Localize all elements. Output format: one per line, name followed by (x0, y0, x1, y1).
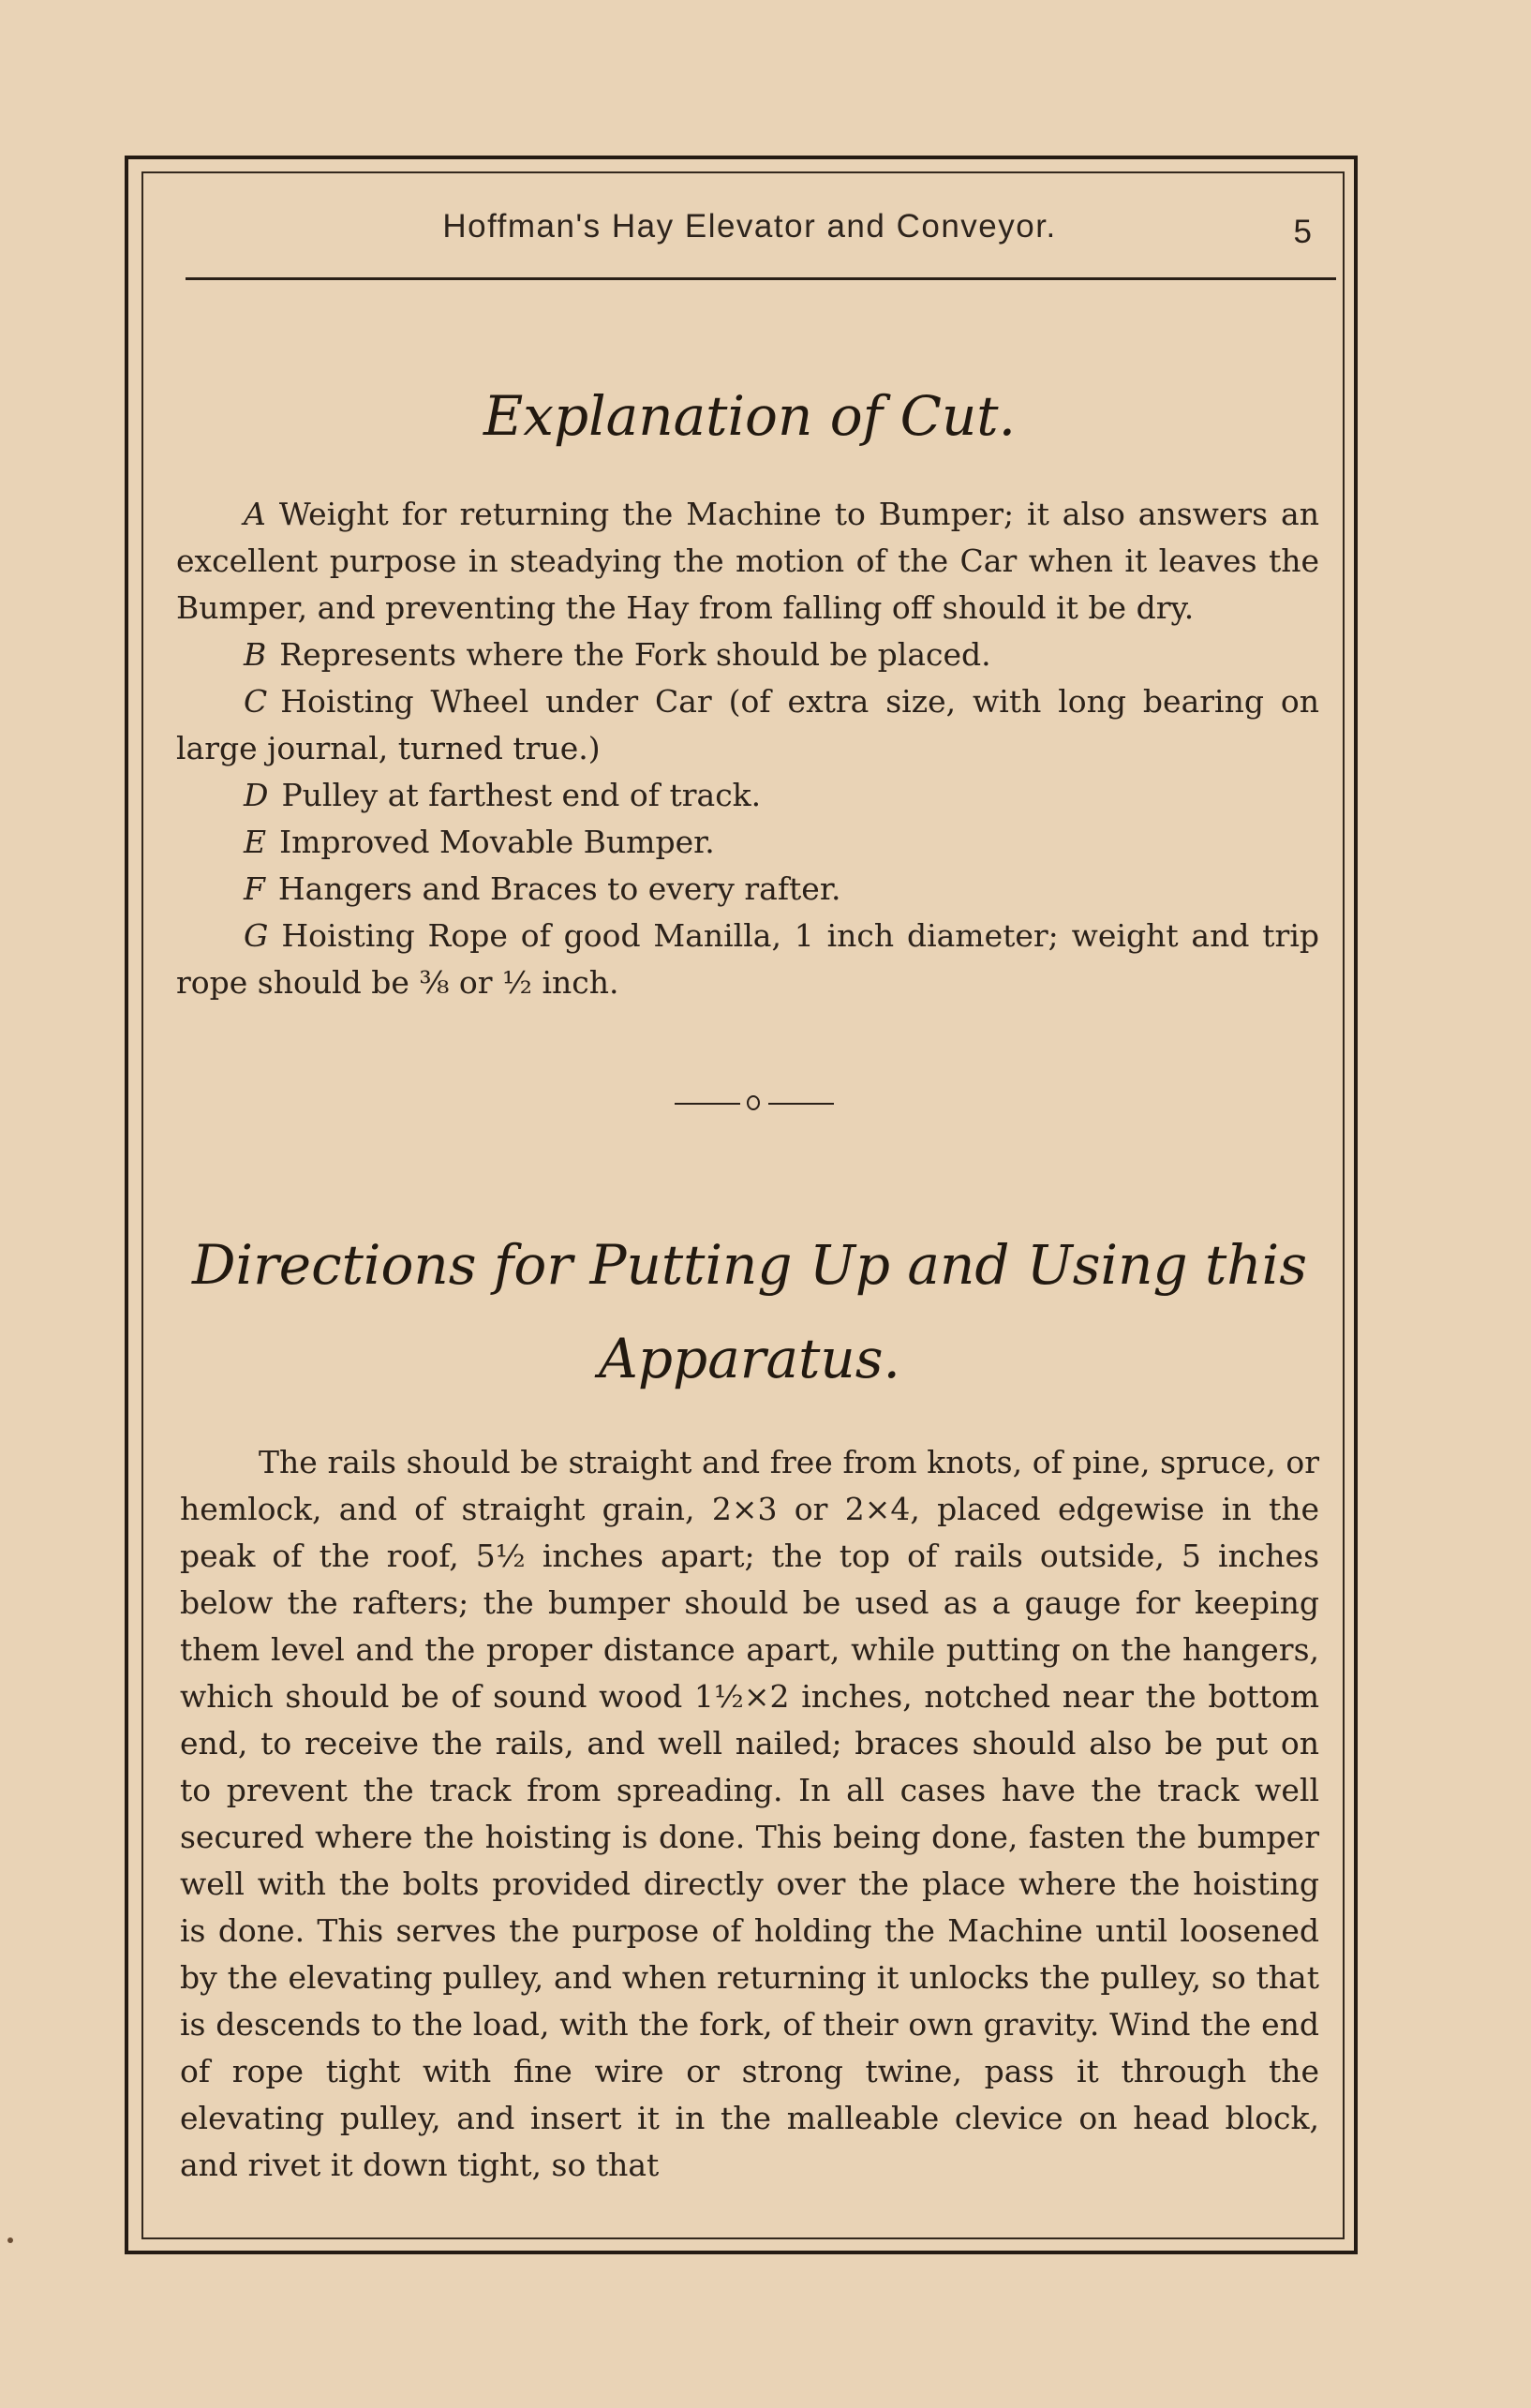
explanation-item-g (176, 913, 1319, 1006)
paper-speck (7, 2237, 13, 2243)
item-letter: F (244, 870, 265, 907)
item-letter: C (244, 683, 268, 720)
header-rule (186, 277, 1336, 280)
item-text: Weight for returning the Machine to Bumper; it also answers an excellent purpose in steadying the motion of the Car when it leaves the Bumper, and preventing the Hay from falling off should it be dry. (176, 496, 1319, 626)
section-heading-directions: Directions for Putting Up and Using this Apparatus. (192, 1233, 1307, 1390)
divider-rule-left (675, 1103, 740, 1105)
page-number: 5 (1293, 214, 1312, 250)
section-heading-explanation: Explanation of Cut. (483, 384, 1017, 448)
item-letter: D (244, 777, 269, 813)
explanation-item-a (176, 491, 1319, 632)
running-title: Hoffman's Hay Elevator and Conveyor. (442, 208, 1057, 245)
item-letter: E (244, 824, 267, 860)
item-text: Pulley at farthest end of track. (281, 777, 762, 813)
running-head (169, 208, 1330, 255)
item-text: Represents where the Fork should be placed. (279, 636, 991, 673)
explanation-item-d (176, 772, 1319, 819)
item-text: Hoisting Wheel under Car (of extra size, with long bearing on large journal, turned true.) (176, 683, 1319, 766)
item-text: Improved Movable Bumper. (279, 824, 715, 860)
item-text: Hoisting Rope of good Manilla, 1 inch diameter; weight and trip rope should be ⅜ or ½ inch. (176, 917, 1319, 1001)
explanation-item-f (176, 866, 1319, 913)
explanation-item-e (176, 819, 1319, 866)
item-letter: A (244, 496, 266, 532)
explanation-item-b (176, 632, 1319, 678)
item-letter: G (244, 917, 269, 954)
directions-body: The rails should be straight and free from knots, of pine, spruce, or hemlock, and of straight grain, 2×3 or 2×4, placed edgewise in the peak of the roof, 5½ inches apart; the top of rails outside, 5 inches below the rafters; the bumper should be used as a gauge for keeping them level and the proper distance apart, while putting on the hangers, which should be of sound wood 1½×2 inches, notched near the bottom end, to receive the rails, and well nailed; braces should also be put on to prevent the track from spreading. In all cases have the track well secured where the hoisting is done. This being done, fasten the bumper well with the bolts provided directly over the place where the hoisting is done. This serves the purpose of holding the Machine until loosened by the elevating pulley, and when returning it unlocks the pulley, so that is descends to the load, with the fork, of their own gravity. Wind the end of rope tight with fine wire or strong twine, pass it through the elevating pulley, and insert it in the malleable clevice on head block, and rivet it down tight, so that (180, 1444, 1319, 2183)
item-letter: B (244, 636, 267, 673)
section-divider (675, 1093, 834, 1113)
divider-rule-right (768, 1103, 834, 1105)
item-text: Hangers and Braces to every rafter. (277, 870, 841, 907)
explanation-item-c (176, 678, 1319, 772)
divider-ornament-icon (747, 1095, 760, 1110)
